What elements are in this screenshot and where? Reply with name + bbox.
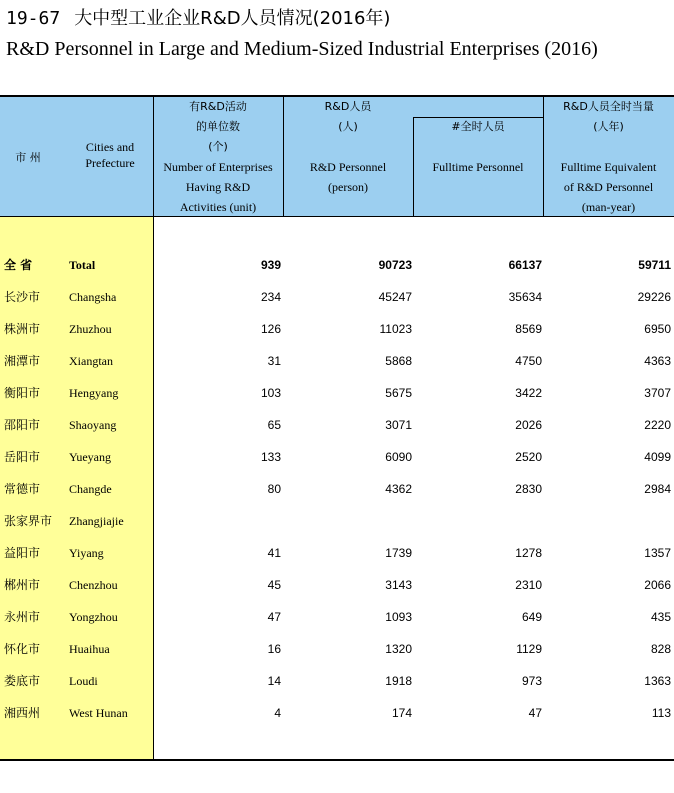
- table-row: 娄底市 Loudi 14 1918 973 1363: [4, 674, 671, 688]
- header-col-equivalent: R&D人员全时当量 (人年) Fulltime Equivalent of R&D Personnel (man-year): [560, 100, 657, 214]
- header-col-fulltime: #全时人员 Fulltime Personnel: [432, 120, 524, 174]
- table-row: 益阳市 Yiyang 41 1739 1278 1357: [4, 546, 671, 560]
- table-number: 19-67: [6, 8, 61, 29]
- table-title-cn: [6, 8, 390, 30]
- table-row: 湘潭市 Xiangtan 31 5868 4750 4363: [4, 354, 671, 368]
- data-table: [0, 95, 674, 761]
- table-title-en: R&D Personnel in Large and Medium-Sized Industrial Enterprises (2016): [6, 38, 598, 60]
- table-row: 邵阳市 Shaoyang 65 3071 2026 2220: [4, 418, 671, 432]
- header-col-enterprises: 有R&D活动 的单位数 (个) Number of Enterprises Having R&D Activities (unit): [163, 100, 273, 214]
- table-row: 株洲市 Zhuzhou 126 11023 8569 6950: [4, 322, 671, 336]
- table-row: 张家界市 Zhangjiajie: [4, 514, 124, 528]
- table-row: 长沙市 Changsha 234 45247 35634 29226: [4, 290, 671, 304]
- table-row: 岳阳市 Yueyang 133 6090 2520 4099: [4, 450, 671, 464]
- table-bottom-rule: [0, 759, 674, 761]
- table-row: 郴州市 Chenzhou 45 3143 2310 2066: [4, 578, 671, 592]
- table-row: 衡阳市 Hengyang 103 5675 3422 3707: [4, 386, 671, 400]
- table-row-total: 全 省 Total 939 90723 66137 59711: [4, 258, 671, 272]
- table-header: [0, 97, 674, 217]
- table-row: 永州市 Yongzhou 47 1093 649 435: [4, 610, 671, 624]
- header-city-cn: 市 州: [15, 151, 41, 164]
- table-row: 怀化市 Huaihua 16 1320 1129 828: [4, 642, 671, 656]
- table-row: 常德市 Changde 80 4362 2830 2984: [4, 482, 671, 496]
- table-row: 湘西州 West Hunan 4 174 47 113: [4, 706, 671, 720]
- header-city-en: Cities and Prefecture: [85, 140, 135, 170]
- header-col-personnel: R&D人员 (人) R&D Personnel (person): [309, 100, 387, 194]
- title-cn-text: 大中型工业企业R&D人员情况(2016年): [74, 8, 391, 29]
